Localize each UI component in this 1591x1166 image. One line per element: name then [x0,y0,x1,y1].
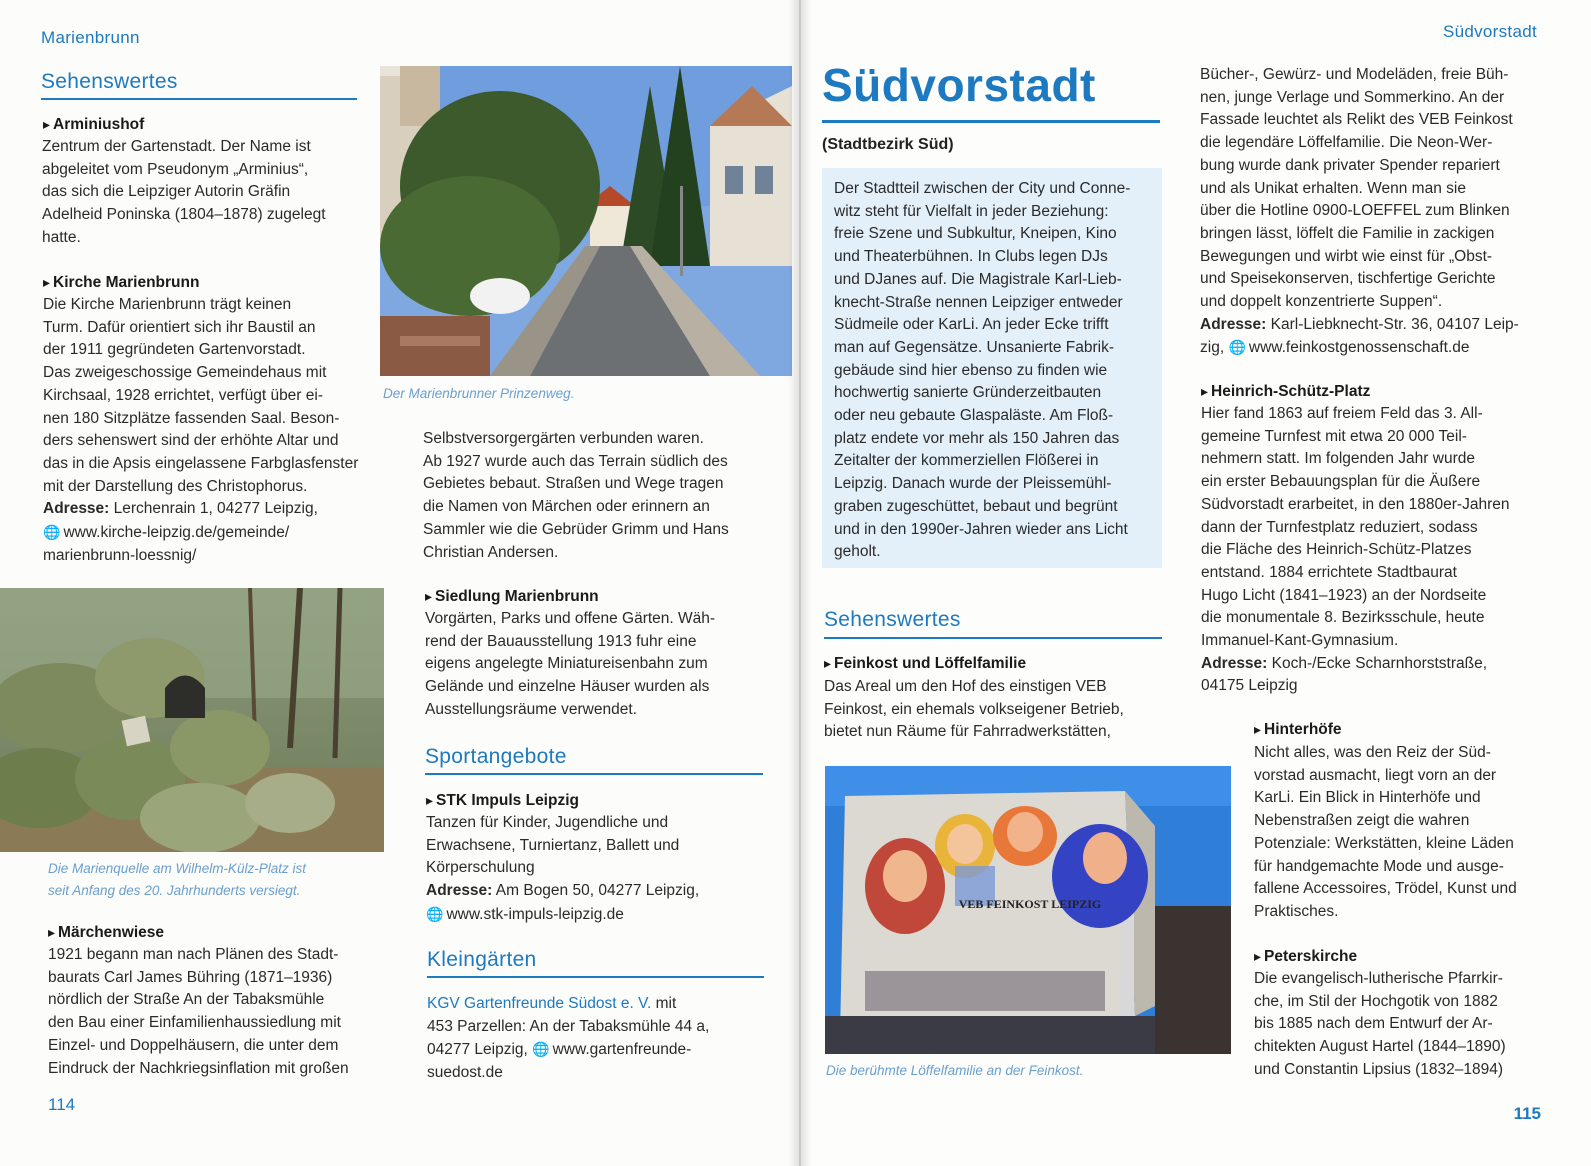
wall-sign: VEB FEINKOST LEIPZIG [958,897,1102,911]
section-heading-sport: Sportangebote [425,745,567,768]
entry-title-hinterhoefe: ▸ Hinterhöfe [1254,721,1342,739]
intro-text: Der Stadtteil zwischen der City und Conne- witz steht für Vielfalt in jeder Beziehung: freie Szene und Subkultur, Kneipen, Kino und Theaterbühnen. In Clubs legen DJs und DJanes auf. Die Magistrale Karl-Lieb- knecht-Straße nennen Leipziger entweder Südmeile oder KarLi. An jeder Ecke trifft man auf Gegensätze. Unsanierte Fabrik- gebäude sind hier ebenso zu finden wie hochwertig sanierte Gründerzeitbauten oder neu gebaute Glaspaläste. Am Floß- platz endete vor mehr als 150 Jahren das Zeitalter der kommerziellen Flößerei in Leipzig. Danach wurde der Pleissemühl- graben zugeschüttet, bebaut und begrünt und in den 1990er-Jahren wieder ans Licht geholt. [834,180,1131,561]
page-number-left: 114 [48,1095,76,1114]
book-gutter [788,0,812,1166]
entry-title-kirche: ▸ Kirche Marienbrunn [43,274,199,292]
address-label: Adresse: [1201,654,1268,672]
entry-text-continuation: Selbstversorgergärten verbunden waren. Ab 1927 wurde auch das Terrain südlich des Gebietes bebaut. Straßen und Wege tragen die Namen von Märchen oder erinnern an Sammler wie die Gebrüder Grimm und Hans Christian Andersen. [423,430,729,561]
entry-title-stk: ▸ STK Impuls Leipzig [426,792,579,810]
running-head-right: Südvorstadt [1442,22,1537,41]
stk-url[interactable]: www.stk-impuls-leipzig.de [446,905,624,923]
page-number-right: 115 [1513,1104,1541,1123]
kgv-link[interactable]: KGV Gartenfreunde Südost e. V. [427,995,652,1012]
section-rule [427,976,764,978]
globe-icon: 🌐 [532,1041,550,1058]
photo-prinzenweg-illustration [380,66,792,376]
kirche-url[interactable]: www.kirche-leipzig.de/gemeinde/ [63,524,290,542]
address-label: Adresse: [1200,315,1267,333]
section-rule [41,98,357,100]
address-label: Adresse: [43,500,110,518]
entry-text-maerchenwiese: 1921 begann man nach Plänen des Stadt- baurats Carl James Bühring (1871–1936) nördlich der Straße An der Tabaksmühle den Bau einer Einfamilienhaussiedlung mit Einzel- und Doppelhäusern, die unter dem Eindruck der Nachkriegsinflation mit großen [48,946,349,1077]
address-label: Adresse: [426,882,493,900]
entry-text-feinkost: Das Areal um den Hof des einstigen VEB Feinkost, ein ehemals volkseigener Betrieb, bietet nun Räume für Fahrradwerkstätten, [824,678,1124,741]
globe-icon: 🌐 [1228,339,1246,356]
entry-title-feinkost: ▸ Feinkost und Löffelfamilie [824,655,1026,673]
globe-icon: 🌐 [426,905,444,922]
running-head-left: Marienbrunn [41,28,140,47]
photo-loeffelfamilie-illustration [825,766,1231,1054]
photo-marienquelle [0,588,384,852]
entry-text-kirche: Die Kirche Marienbrunn trägt keinen Turm. Dafür orientiert sich ihr Baustil an der 1911 gegründeten Gartenvorstadt. Das zweigeschossige Gemeindehaus mit Kirchsaal, 1928 errichtet, verfügt über ei- nen 180 Sitzplätze fassenden Saal. Beson- ders sehenswert sind der erhöhte Altar und das in die Apsis eingelassene Farbglasfenster mit der Darstellung des Christophorus. Adresse: Lerchenrain 1, 04277 Leipzig, 🌐 www.kirche-leipzig.de/gemeinde/ marienbrunn-loessnig/ [43,296,359,564]
feinkost-url[interactable]: www.feinkostgenossenschaft.de [1248,339,1470,357]
chapter-subtitle: (Stadtbezirk Süd) [822,136,954,153]
photo-loeffelfamilie [825,766,1231,1054]
section-rule [425,773,763,775]
entry-title-peterskirche: ▸ Peterskirche [1254,948,1357,966]
entry-text-siedlung: Vorgärten, Parks und offene Gärten. Wäh- rend der Bauausstellung 1913 fuhr eine eigens angelegte Miniatureisenbahn zum Gelände und einzelne Häuser wurden als Ausstellungsräume verwendet. [425,610,716,718]
title-rule [822,120,1160,123]
entry-text-arminiushof: Zentrum der Gartenstadt. Der Name ist abgeleitet vom Pseudonym „Arminius“, das sich die Leipziger Autorin Gräfin Adelheid Poninska (1804–1878) zugelegt hatte. [42,138,326,246]
entry-title-siedlung: ▸ Siedlung Marienbrunn [425,588,599,606]
entry-text-kgv: KGV Gartenfreunde Südost e. V. mit 453 Parzellen: An der Tabaksmühle 44 a, 04277 Leipzig, 🌐 www.gartenfreunde- suedost.de [427,995,710,1082]
section-rule [824,637,1162,639]
section-heading-sehenswertes-right: Sehenswertes [824,608,961,631]
entry-title-arminiushof: ▸ Arminiushof [43,116,144,134]
entry-text-peterskirche: Die evangelisch-lutherische Pfarrkir- che, im Stil der Hochgotik von 1882 bis 1885 nach dem Entwurf der Ar- chitekten August Hartel (1844–1890) und Constantin Lipsius (1832–1894) [1254,970,1506,1078]
entry-text-stk: Tanzen für Kinder, Jugendliche und Erwachsene, Turniertanz, Ballett und Körperschulung Adresse: Am Bogen 50, 04277 Leipzig, 🌐 www.stk-impuls-leipzig.de [426,814,700,923]
photo-loeffelfamilie-caption: Die berühmte Löffelfamilie an der Feinkost. [826,1063,1084,1078]
photo-prinzenweg-caption: Der Marienbrunner Prinzenweg. [383,386,575,401]
entry-text-schuetz: Hier fand 1863 auf freiem Feld das 3. All- gemeine Turnfest mit etwa 20 000 Teil- nehmern statt. Im folgenden Jahr wurde ein erster Bebauungsplan für die Äußere Südvorstadt erarbeitet, in den 1880er-Jahren dann der Turnfestplatz reduziert, sodass die Fläche des Heinrich-Schütz-Platzes entstand. 1884 errichtete Stadtbaurat Hugo Licht (1841–1923) an der Nordseite die monumentale 8. Bezirksschule, heute Immanuel-Kant-Gymnasium. Adresse: Koch-/Ecke Scharnhorststraße, 04175 Leipzig [1201,405,1510,695]
photo-marienquelle-illustration [0,588,384,852]
photo-prinzenweg [380,66,792,376]
right-page [800,0,1591,1166]
entry-text-hinterhoefe: Nicht alles, was den Reiz der Süd- vorstad ausmacht, liegt vorn an der KarLi. Ein Blick in Hinterhöfe und Nebenstraßen zeigt die wahren Potenziale: Werkstätten, kleine Läden für handgemachte Mode und ausge- fallene Accessoires, Trödel, Kunst und Praktisches. [1254,744,1517,920]
entry-title-schuetz: ▸ Heinrich-Schütz-Platz [1201,383,1370,401]
section-heading-kleingaerten: Kleingärten [427,948,537,971]
globe-icon: 🌐 [43,524,61,541]
photo-marienquelle-caption: Die Marienquelle am Wilhelm-Külz-Platz ist seit Anfang des 20. Jahrhunderts versiegt. [48,861,306,898]
kgv-url[interactable]: www.gartenfreunde- [552,1041,692,1059]
section-heading-sehenswertes: Sehenswertes [41,70,178,93]
entry-title-maerchenwiese: ▸ Märchenwiese [48,924,164,942]
chapter-title: Südvorstadt [822,59,1096,111]
entry-text-feinkost-cont: Bücher-, Gewürz- und Modeläden, freie Büh- nen, junge Verlage und Sommerkino. An der Fassade leuchtet als Relikt des VEB Feinkost die legendäre Löffelfamilie. Die Neon-Wer- bung wurde dank privater Spender repariert und als Unikat erhalten. Wenn man sie über die Hotline 0900-LOEFFEL zum Blinken bringen lässt, löffelt die Familie in zackigen Bewegungen und wirbt wie einst für „Obst- und Speisekonserven, tischfertige Gerichte und doppelt konzentrierte Suppen“. Adresse: Karl-Liebknecht-Str. 36, 04107 Leip- zig, 🌐 www.feinkostgenossenschaft.de [1200,66,1519,357]
